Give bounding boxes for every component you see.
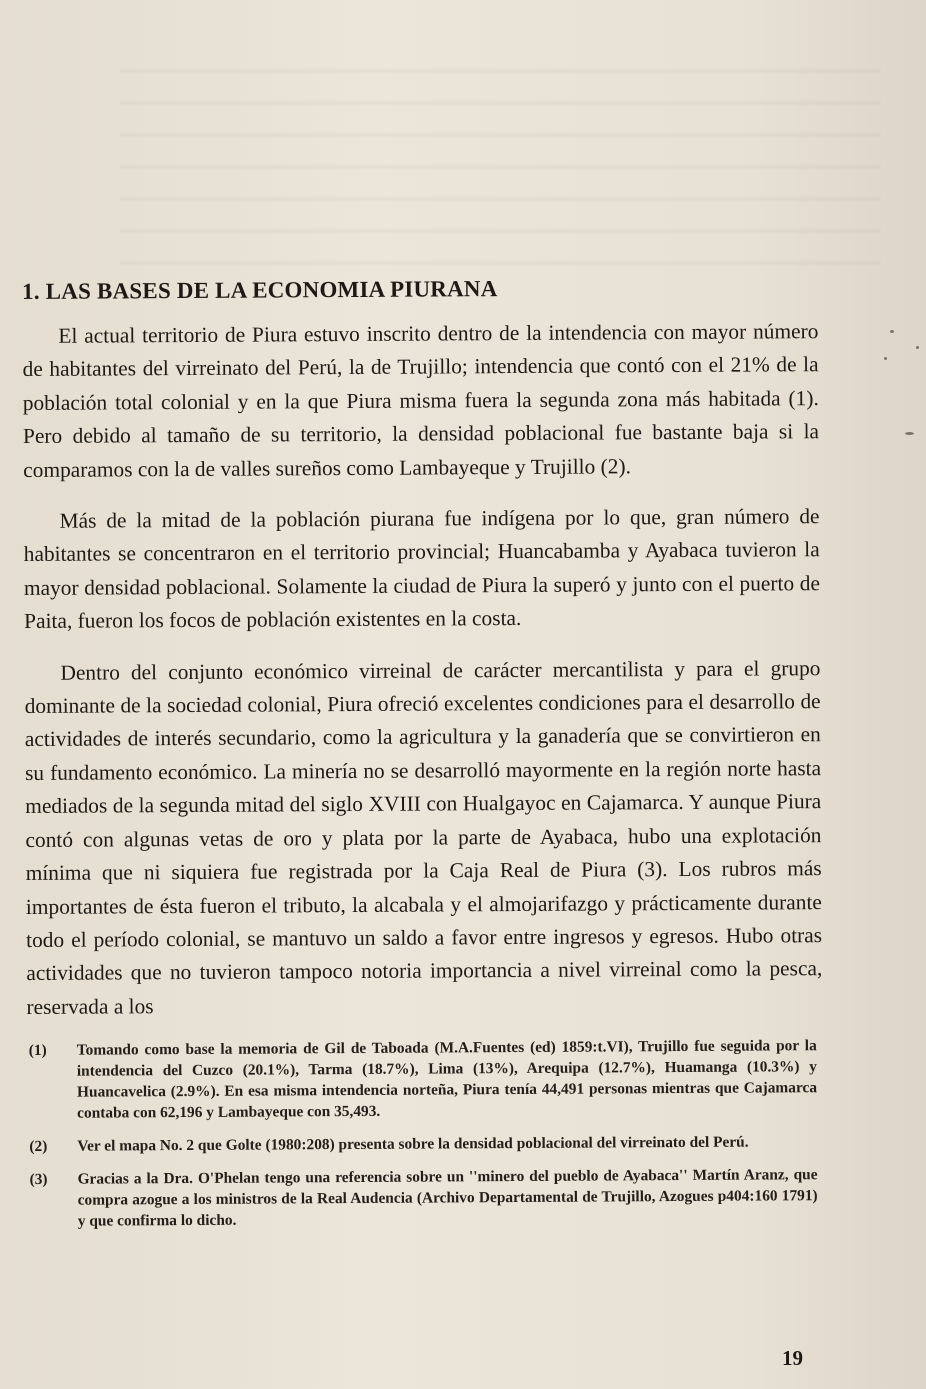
section-title: 1. LAS BASES DE LA ECONOMIA PIURANA: [22, 276, 498, 304]
paragraph-2: Más de la mitad de la población piurana fue indígena por lo que, gran número de habitantes se concentraron en el territorio provincial; Huancabamba y Ayabaca tuvieron la mayor densidad poblacional. Solamente la ciudad de Piura la superó y junto con el puerto de Paita, fueron los focos de población existentes en la costa.: [23, 504, 820, 634]
footnote-text: Tomando como base la memoria de Gil de Taboada (M.A.Fuentes (ed) 1859:t.VI), Trujillo fue seguida por la intendencia del Cuzco (20.1%), Tarma (18.7%), Lima (13%), Arequipa (12.7%), Huamanga (10.3%) y Huancavelica (2.9%). En esa misma intendencia norteña, Piura tenía 44,491 personas mientras que Cajamarca contaba con 62,196 y Lambayeque con 35,493.: [76, 1037, 818, 1122]
footnote-number: (3): [29, 1170, 48, 1189]
paper-speck: [884, 357, 887, 360]
footnote-2: [27, 1131, 817, 1157]
page-content: [22, 267, 824, 1244]
paper-speck: [905, 432, 914, 435]
paper-speck: [890, 330, 894, 333]
footnote-number: (2): [29, 1137, 48, 1156]
footnote-text: Gracias a la Dra. O'Phelan tengo una referencia sobre un ''minero del pueblo de Ayabaca'' Martín Aranz, que compra azogue a los ministros de la Real Audencia (Archivo Departamental de Trujillo, Azogues p404:160 1791) y que confirma lo dicho.: [77, 1166, 818, 1230]
show-through-text: [120, 70, 880, 280]
footnote-text: Ver el mapa No. 2 que Golte (1980:208) presenta sobre la densidad poblacional del virreinato del Perú.: [77, 1133, 749, 1155]
footnote-number: (1): [28, 1041, 47, 1060]
page-number: 19: [782, 1346, 803, 1370]
footnotes: [27, 1035, 824, 1232]
footnote-3: [27, 1164, 817, 1232]
paper-speck: [916, 346, 919, 349]
paragraph-1: El actual territorio de Piura estuvo inscrito dentro de la intendencia con mayor número de habitantes del virreinato del Perú, la de Trujillo; intendencia que contó con el 21% de la población total colonial y en la que Piura misma fuera la segunda zona más habitada (1). Pero debido al tamaño de su territorio, la densidad poblacional fue bastante baja si la comparamos con la de valles sureños como Lambayeque y Trujillo (2).: [22, 319, 820, 482]
paragraph-3: Dentro del conjunto económico virreinal de carácter mercantilista y para el grupo dominante de la sociedad colonial, Piura ofreció excelentes condiciones para el desarrollo de actividades de interés secundario, como la agricultura y la ganadería que se convirtieron en su fundamento económico. La minería no se desarrolló mayormente en la región norte hasta mediados de la segunda mitad del siglo XVIII con Hualgayoc en Cajamarca. Y aunque Piura contó con algunas vetas de oro y plata por la parte de Ayabaca, hubo una explotación mínima que ni siquiera fue registrada por la Caja Real de Piura (3). Los rubros más importantes de ésta fueron el tributo, la alcabala y el almojarifazgo y prácticamente durante todo el período colonial, se mantuvo un saldo a favor entre ingresos y egresos. Hubo otras actividades que no tuvieron tampoco notoria importancia a nivel virreinal como la pesca, reservada a los: [24, 655, 823, 1019]
footnote-1: [27, 1035, 817, 1124]
